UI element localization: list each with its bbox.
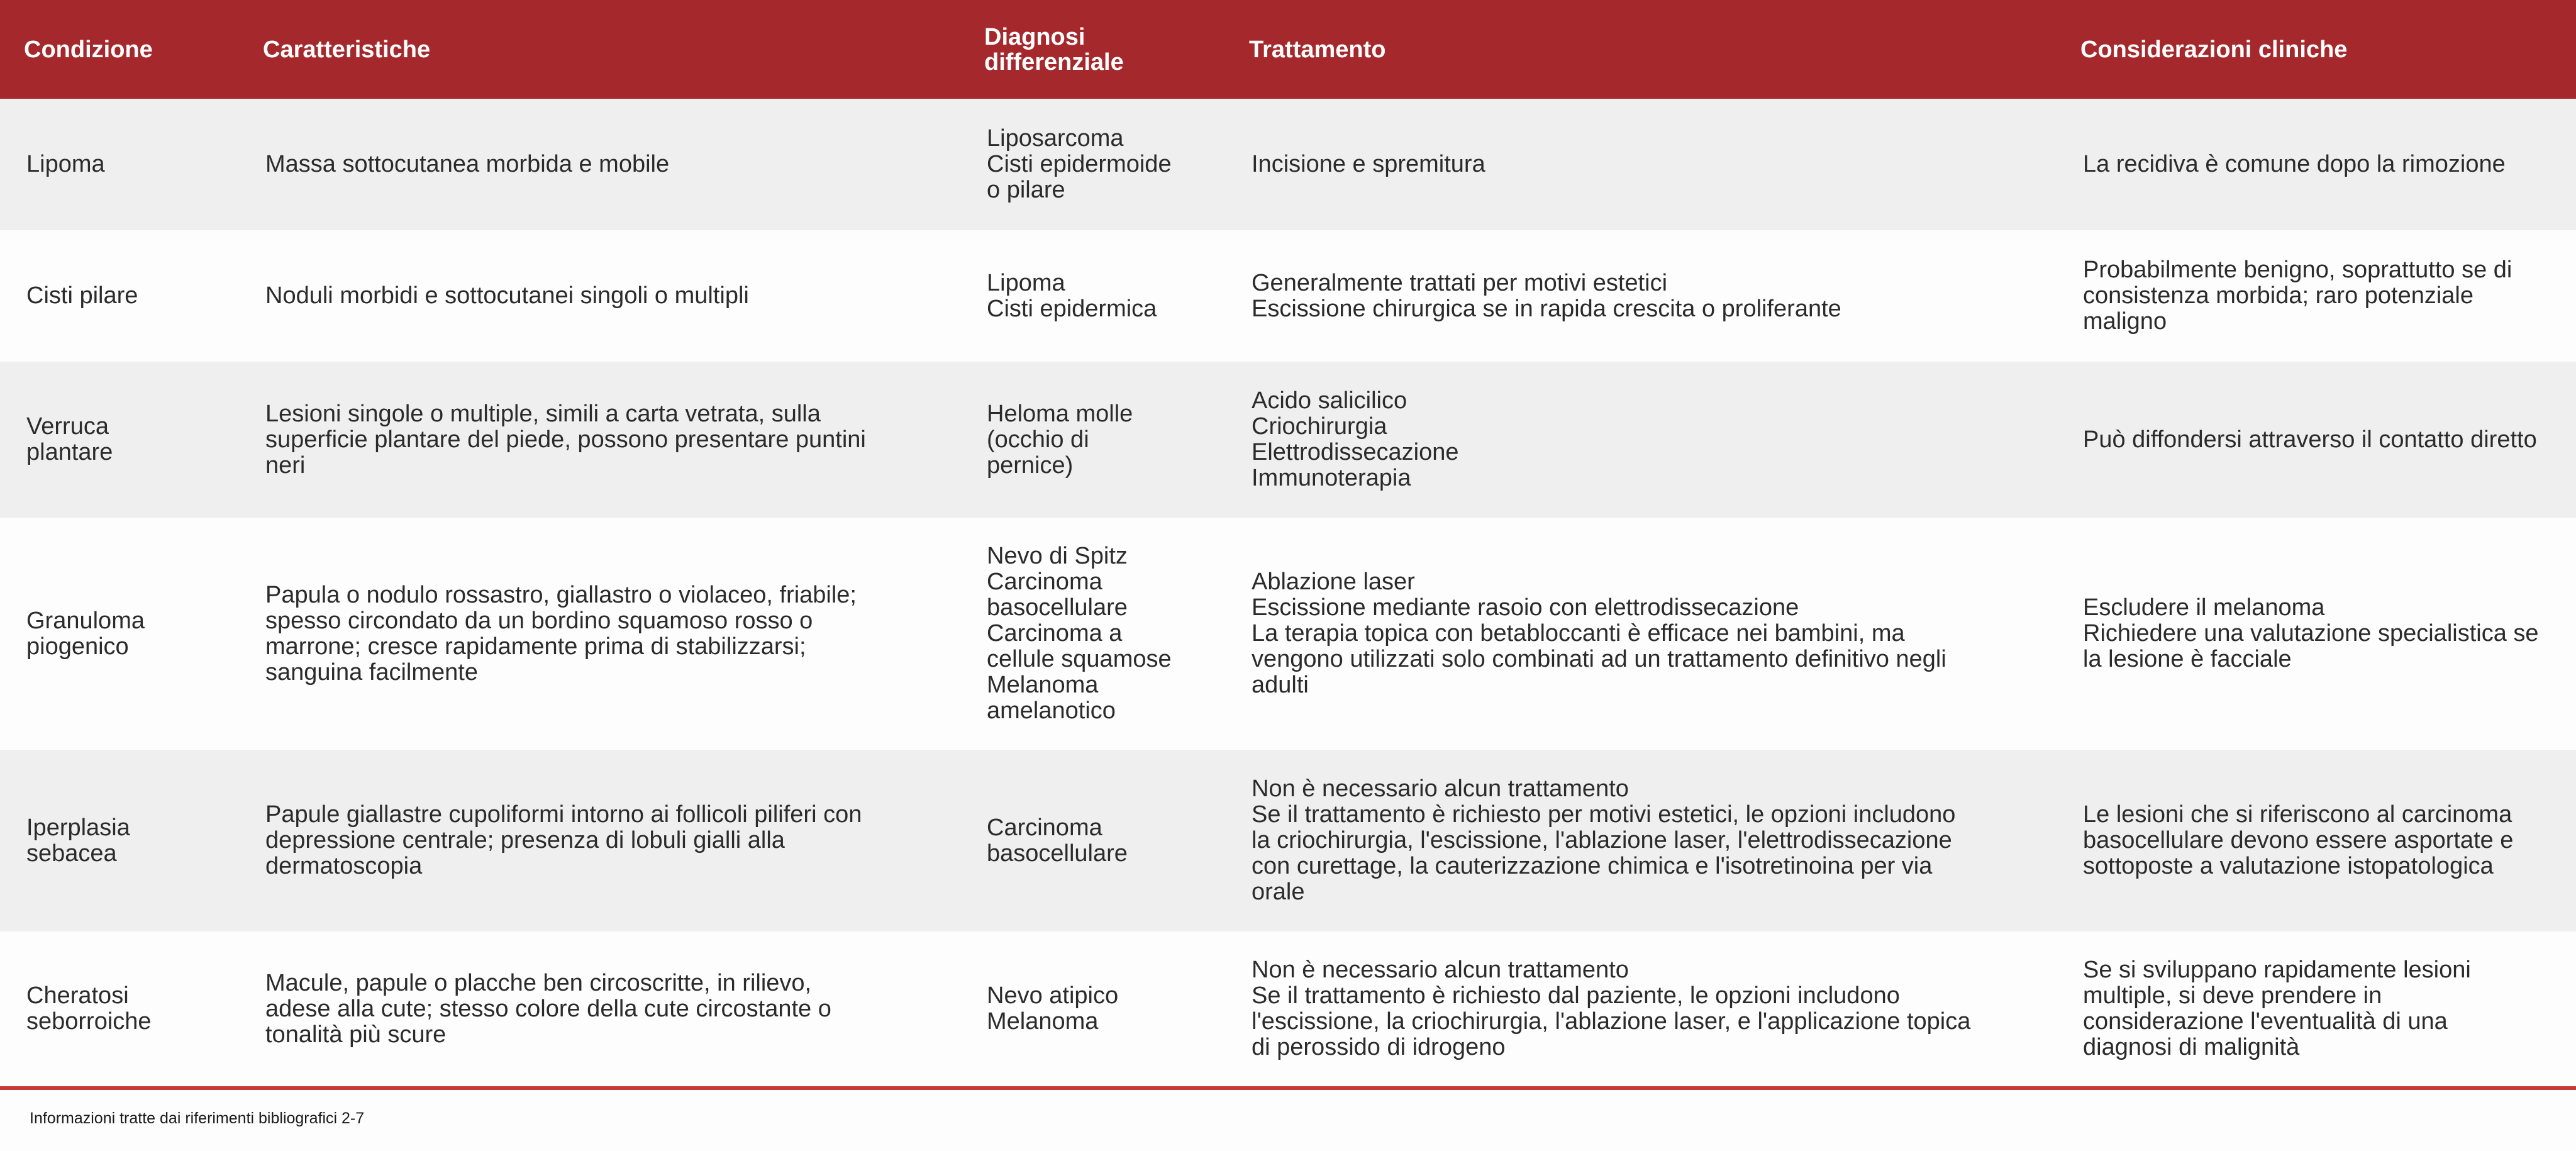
cell-characteristics: Macule, papule o placche ben circoscritte, in rilievo, adese alla cute; stesso colore della cute circostante o tonalità più scure — [265, 969, 831, 1048]
cell-condition: Lipoma — [26, 151, 105, 177]
header-trattamento: Trattamento — [1249, 36, 1386, 63]
cell-characteristics: Massa sottocutanea morbida e mobile — [265, 151, 670, 177]
header-considerazioni-cliniche: Considerazioni cliniche — [2080, 36, 2348, 63]
table-row-iperplasia-sebacea — [0, 750, 2576, 931]
header-diagnosi-differenziale: Diagnosi differenziale — [984, 23, 1124, 75]
cell-characteristics: Noduli morbidi e sottocutanei singoli o multipli — [265, 282, 749, 309]
cell-characteristics: Lesioni singole o multiple, simili a carta vetrata, sulla superficie plantare del piede, possono presentare puntini neri — [265, 400, 866, 479]
header-row — [0, 0, 2576, 99]
cell-differential-diagnosis: Nevo atipico Melanoma — [987, 982, 1119, 1035]
cell-treatment: Non è necessario alcun trattamento Se il trattamento è richiesto per motivi estetici, le opzioni includono la criochirurgia, l'escissione, l'ablazione laser, l'elettrodissecazione con curettage, la cauterizzazione chimica e l'isotretinoina per via orale — [1252, 776, 1956, 905]
table-row-cheratosi-seborroiche — [0, 931, 2576, 1086]
cell-condition: Iperplasia sebacea — [26, 814, 130, 867]
cell-clinical-considerations: Può diffondersi attraverso il contatto diretto — [2083, 426, 2537, 453]
cell-treatment: Ablazione laser Escissione mediante rasoio con elettrodissecazione La terapia topica con betabloccanti è efficace nei bambini, ma vengono utilizzati solo combinati ad un trattamento definitivo negli adulti — [1252, 569, 1946, 698]
table-body — [0, 99, 2576, 1086]
cell-condition: Cheratosi seborroiche — [26, 982, 152, 1035]
footer-divider — [0, 1086, 2576, 1090]
cell-treatment: Generalmente trattati per motivi estetici Escissione chirurgica se in rapida crescita o proliferante — [1252, 269, 1841, 322]
cell-differential-diagnosis: Carcinoma basocellulare — [987, 814, 1128, 867]
cell-differential-diagnosis: Heloma molle (occhio di pernice) — [987, 400, 1133, 479]
cell-clinical-considerations: Se si sviluppano rapidamente lesioni multiple, si deve prendere in considerazione l'eventualità di una diagnosi di malignità — [2083, 957, 2471, 1060]
cell-differential-diagnosis: Nevo di Spitz Carcinoma basocellulare Carcinoma a cellule squamose Melanoma amelanotico — [987, 543, 1172, 724]
table-row-cisti-pilare — [0, 230, 2576, 362]
cell-treatment: Incisione e spremitura — [1252, 151, 1485, 177]
table-row-lipoma — [0, 99, 2576, 230]
table-row-granuloma-piogenico — [0, 518, 2576, 750]
cell-clinical-considerations: Escludere il melanoma Richiedere una valutazione specialistica se la lesione è facciale — [2083, 594, 2539, 672]
cell-condition: Verruca plantare — [26, 413, 113, 465]
cell-characteristics: Papule giallastre cupoliformi intorno ai follicoli piliferi con depressione centrale; presenza di lobuli gialli alla dermatoscopia — [265, 801, 862, 879]
footnote-references: Informazioni tratte dai riferimenti bibliografici 2-7 — [30, 1109, 365, 1127]
cell-condition: Granuloma piogenico — [26, 607, 145, 660]
cell-condition: Cisti pilare — [26, 282, 138, 309]
cell-clinical-considerations: Probabilmente benigno, soprattutto se di consistenza morbida; raro potenziale maligno — [2083, 257, 2512, 335]
table-header — [0, 0, 2576, 99]
cell-differential-diagnosis: Liposarcoma Cisti epidermoide o pilare — [987, 125, 1172, 203]
cell-clinical-considerations: La recidiva è comune dopo la rimozione — [2083, 151, 2506, 177]
cell-clinical-considerations: Le lesioni che si riferiscono al carcinoma basocellulare devono essere asportate e sottoposte a valutazione istopatologica — [2083, 801, 2514, 879]
cell-differential-diagnosis: Lipoma Cisti epidermica — [987, 269, 1157, 322]
table-row-verruca-plantare — [0, 362, 2576, 518]
header-condizione: Condizione — [24, 36, 153, 63]
header-caratteristiche: Caratteristiche — [263, 36, 431, 63]
cell-treatment: Acido salicilico Criochirurgia Elettrodissecazione Immunoterapia — [1252, 387, 1459, 491]
cell-treatment: Non è necessario alcun trattamento Se il trattamento è richiesto dal paziente, le opzioni includono l'escissione, la criochirurgia, l'ablazione laser, e l'applicazione topica di perossido di idrogeno — [1252, 957, 1971, 1060]
cell-characteristics: Papula o nodulo rossastro, giallastro o violaceo, friabile; spesso circondato da un bordino squamoso rosso o marrone; cresce rapidamente prima di stabilizzarsi; sanguina facilmente — [265, 581, 857, 686]
